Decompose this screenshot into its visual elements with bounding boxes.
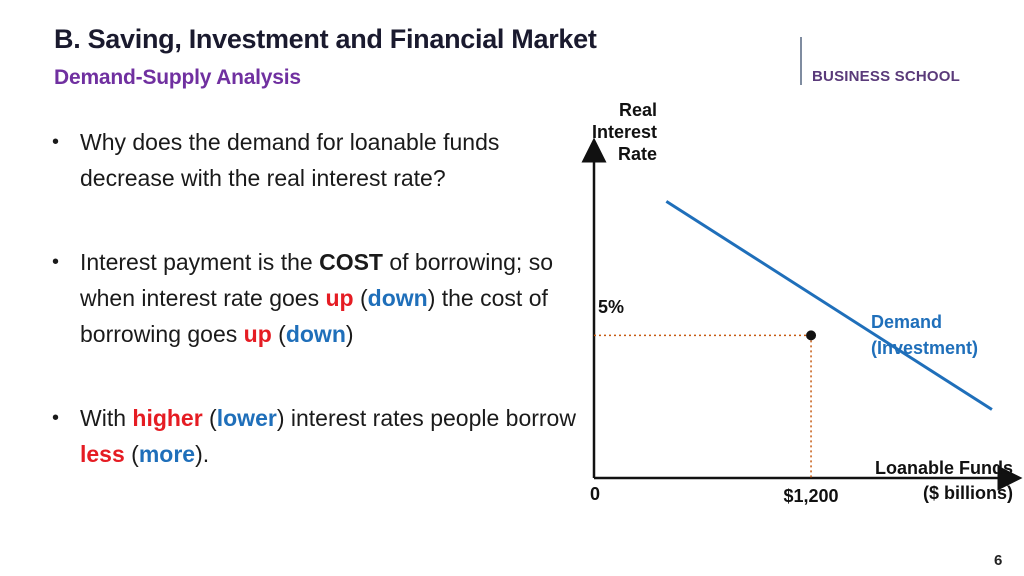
bullet-text-segment: lower (216, 405, 277, 431)
bullet-dot: • (52, 251, 60, 273)
bullet-text-segment: down (367, 285, 428, 311)
bullet-text-segment: ( (202, 405, 217, 431)
bullet-text-segment: COST (319, 249, 383, 275)
business-school-logo: BUSINESS SCHOOL (812, 68, 961, 85)
x-value-label: $1,200 (783, 486, 839, 506)
bullet-text-segment: up (243, 321, 272, 347)
y-axis-label: Interest (591, 122, 657, 142)
bullet-text-segment: ( (124, 441, 139, 467)
bullet-text-segment: ) (345, 321, 354, 347)
bullet-text-segment: more (138, 441, 196, 467)
bullet-text-segment: higher (132, 405, 203, 431)
y-axis-label: Rate (617, 144, 657, 164)
slide-subtitle: Demand-Supply Analysis (54, 66, 301, 89)
y-axis-label: Real (618, 100, 657, 120)
slide-title: B. Saving, Investment and Financial Market (54, 24, 597, 54)
equilibrium-point (806, 330, 816, 340)
bullet-text-segment: ). (195, 441, 210, 467)
demand-curve-label: (Investment) (871, 338, 979, 358)
bullet-dot: • (52, 131, 60, 153)
bullet-dot: • (52, 407, 60, 429)
x-axis-label: Loanable Funds (874, 458, 1013, 478)
bullet-text-segment: Interest payment is the (80, 249, 320, 275)
bullet-text-segment: Why does the demand for loanable funds decrease with the real interest rate? (80, 129, 500, 191)
bullet-text-segment: ) the cost of borrowing goes (80, 285, 548, 347)
page-number: 6 (994, 552, 1003, 569)
demand-curve (666, 201, 992, 409)
bullet-text-segment: of borrowing; so when interest rate goes (80, 249, 553, 311)
bullet-text-segment: up (325, 285, 354, 311)
y-value-label: 5% (598, 297, 625, 317)
bullet-text-segment: ( (353, 285, 368, 311)
bullet-text-segment: With (80, 405, 133, 431)
x-axis-label: ($ billions) (923, 483, 1013, 503)
demand-curve-label: Demand (871, 312, 943, 332)
bullet-text-segment: ) interest rates people borrow (276, 405, 576, 431)
bullet-text-segment: down (285, 321, 346, 347)
bullet-text-segment: ( (271, 321, 286, 347)
bullet-text-segment: less (80, 441, 125, 467)
origin-label: 0 (590, 484, 601, 504)
